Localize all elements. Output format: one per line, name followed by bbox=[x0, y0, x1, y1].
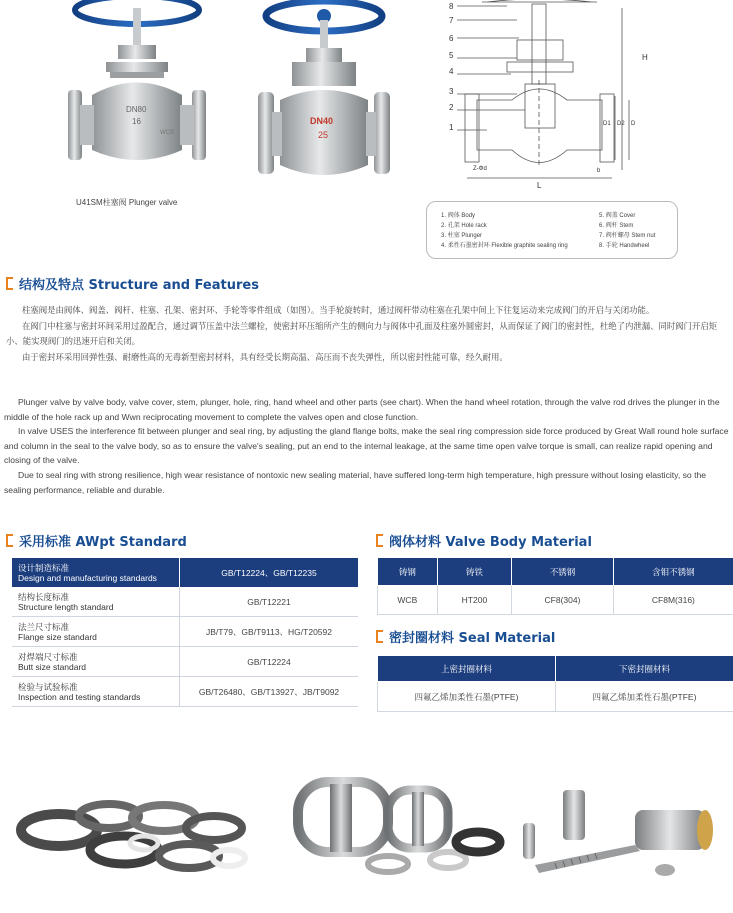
heading-accent bbox=[376, 630, 383, 643]
table-row: 对焊端尺寸标准 Butt size standard GB/T12224 bbox=[12, 647, 358, 677]
part-number: 8 bbox=[449, 2, 454, 11]
part-number: 7 bbox=[449, 16, 454, 25]
table-row: WCB HT200 CF8(304) CF8M(316) bbox=[378, 586, 733, 615]
body-material-table bbox=[377, 557, 733, 615]
part-number: 3 bbox=[449, 87, 454, 96]
sealing-rings-photo bbox=[14, 788, 264, 888]
valve-photo-dn40 bbox=[254, 0, 404, 200]
section-heading-structure: 结构及特点 Structure and Features bbox=[6, 274, 259, 293]
paragraph-cn: 由于密封环采用回弹性强、耐磨性高的无毒新型密封材料，具有经受长期高温、高压而不丧失弹性，所以密封性能可靠，经久耐用。 bbox=[22, 351, 508, 362]
svg-text:DN40: DN40 bbox=[310, 116, 334, 126]
paragraph-cn: 在阀门中柱塞与密封环间采用过盈配合，通过调节压盖中法兰螺栓，使密封环压缩所产生的侧向力与阀体中孔面及柱塞外圆密封，从而保证了阀门的密封性，杜绝了内泄漏、同时阀门开启矩小、能实现阀门的迅速开启和关闭。 bbox=[6, 320, 718, 346]
svg-text:DN80: DN80 bbox=[126, 105, 147, 114]
structure-text-en bbox=[4, 395, 732, 497]
table-row: 法兰尺寸标准 Flange size standard JB/T79、GB/T9113、HG/T20592 bbox=[12, 617, 358, 647]
table-row: 上密封圈材料 下密封圈材料 bbox=[378, 656, 733, 682]
heading-accent bbox=[376, 534, 383, 547]
valve-photo-dn80 bbox=[62, 0, 212, 185]
legend-item: 5. 阀盖 Cover bbox=[599, 213, 636, 219]
dim-label: Z-Φd bbox=[473, 166, 487, 172]
valve-section-diagram bbox=[447, 0, 657, 192]
paragraph-en: Plunger valve by valve body, valve cover, stem, plunger, hole, ring, hand wheel and other parts (see chart). When the hand wheel rotation, through the valve rod drives the plunger in the middle of the hole rack up and Wwn reciprocating movement to complete the valves open and close function. bbox=[4, 397, 720, 422]
part-number: 6 bbox=[449, 34, 454, 43]
section-heading-seal-material: 密封圈材料 Seal Material bbox=[376, 627, 555, 646]
stem-plunger-photo bbox=[515, 785, 730, 885]
paragraph-cn: 柱塞阀是由阀体、阀盖、阀杆、柱塞、孔架、密封环、手轮等零件组成（如图）。当手轮旋转时，通过阀杆带动柱塞在孔架中间上下往复运动来完成阀门的开启与关闭功能。 bbox=[22, 305, 655, 315]
legend-item: 8. 手轮 Handwheel bbox=[599, 243, 650, 249]
paragraph-en: Due to seal ring with strong resilience, high wear resistance of nontoxic new sealing material, have suffered long-term high temperature, high pressure without losing elasticity, so the sealing performance, reliable and durable. bbox=[4, 469, 707, 495]
dim-label: L bbox=[537, 181, 542, 190]
part-number: 1 bbox=[449, 123, 454, 132]
table-row: 四氟乙烯加柔性石墨(PTFE) 四氟乙烯加柔性石墨(PTFE) bbox=[378, 682, 733, 712]
dim-label: H bbox=[642, 53, 648, 62]
legend-item: 7. 阀杆螺母 Stem nut bbox=[599, 233, 656, 239]
seal-material-table bbox=[377, 655, 733, 712]
section-heading-standard: 采用标准 AWpt Standard bbox=[6, 531, 187, 550]
parts-legend bbox=[426, 201, 678, 259]
structure-text-cn bbox=[6, 303, 730, 365]
paragraph-en: In valve USES the interference fit between plunger and seal ring, by adjusting the gland flange bolts, make the seal ring compression side force produced by Great Wall round hole surface and column in the seal to the valve body, so as to ensure the valve's sealing, put an end to the internal leakage, at the same time open valve torque is small, can realize rapid opening and closing of the valve. bbox=[4, 426, 729, 466]
dim-label: D1 bbox=[603, 121, 611, 127]
legend-item: 4. 柔性石墨密封环 Flexible graphite sealing ring bbox=[441, 243, 568, 249]
valve-caption: U41SM柱塞阀 Plunger valve bbox=[76, 198, 178, 207]
table-row: 铸钢 铸铁 不锈钢 含钼不锈钢 bbox=[378, 558, 733, 586]
dim-label: D2 bbox=[617, 121, 625, 127]
legend-item: 2. 孔架 Hole rack bbox=[441, 223, 487, 229]
legend-item: 3. 柱塞 Plunger bbox=[441, 233, 483, 239]
hole-rack-photo bbox=[288, 772, 513, 887]
table-row: 结构长度标准 Structure length standard GB/T12221 bbox=[12, 587, 358, 617]
dim-label: b bbox=[597, 168, 601, 174]
svg-text:25: 25 bbox=[318, 130, 329, 140]
svg-text:16: 16 bbox=[132, 117, 141, 126]
legend-item: 1. 阀体 Body bbox=[441, 213, 476, 219]
heading-accent bbox=[6, 277, 13, 290]
section-heading-body-material: 阀体材料 Valve Body Material bbox=[376, 531, 592, 550]
legend-item: 6. 阀杆 Stem bbox=[599, 223, 634, 229]
part-number: 2 bbox=[449, 103, 454, 112]
part-number: 5 bbox=[449, 51, 454, 60]
svg-text:WCB: WCB bbox=[160, 130, 174, 136]
standard-table bbox=[12, 558, 358, 707]
table-row: 设计制造标准 Design and manufacturing standards GB/T12224、GB/T12235 bbox=[12, 558, 358, 587]
table-row: 检验与试验标准 Inspection and testing standards GB/T26480、GB/T13927、JB/T9092 bbox=[12, 677, 358, 707]
dim-label: D bbox=[631, 121, 636, 127]
part-number: 4 bbox=[449, 67, 454, 76]
heading-accent bbox=[6, 534, 13, 547]
